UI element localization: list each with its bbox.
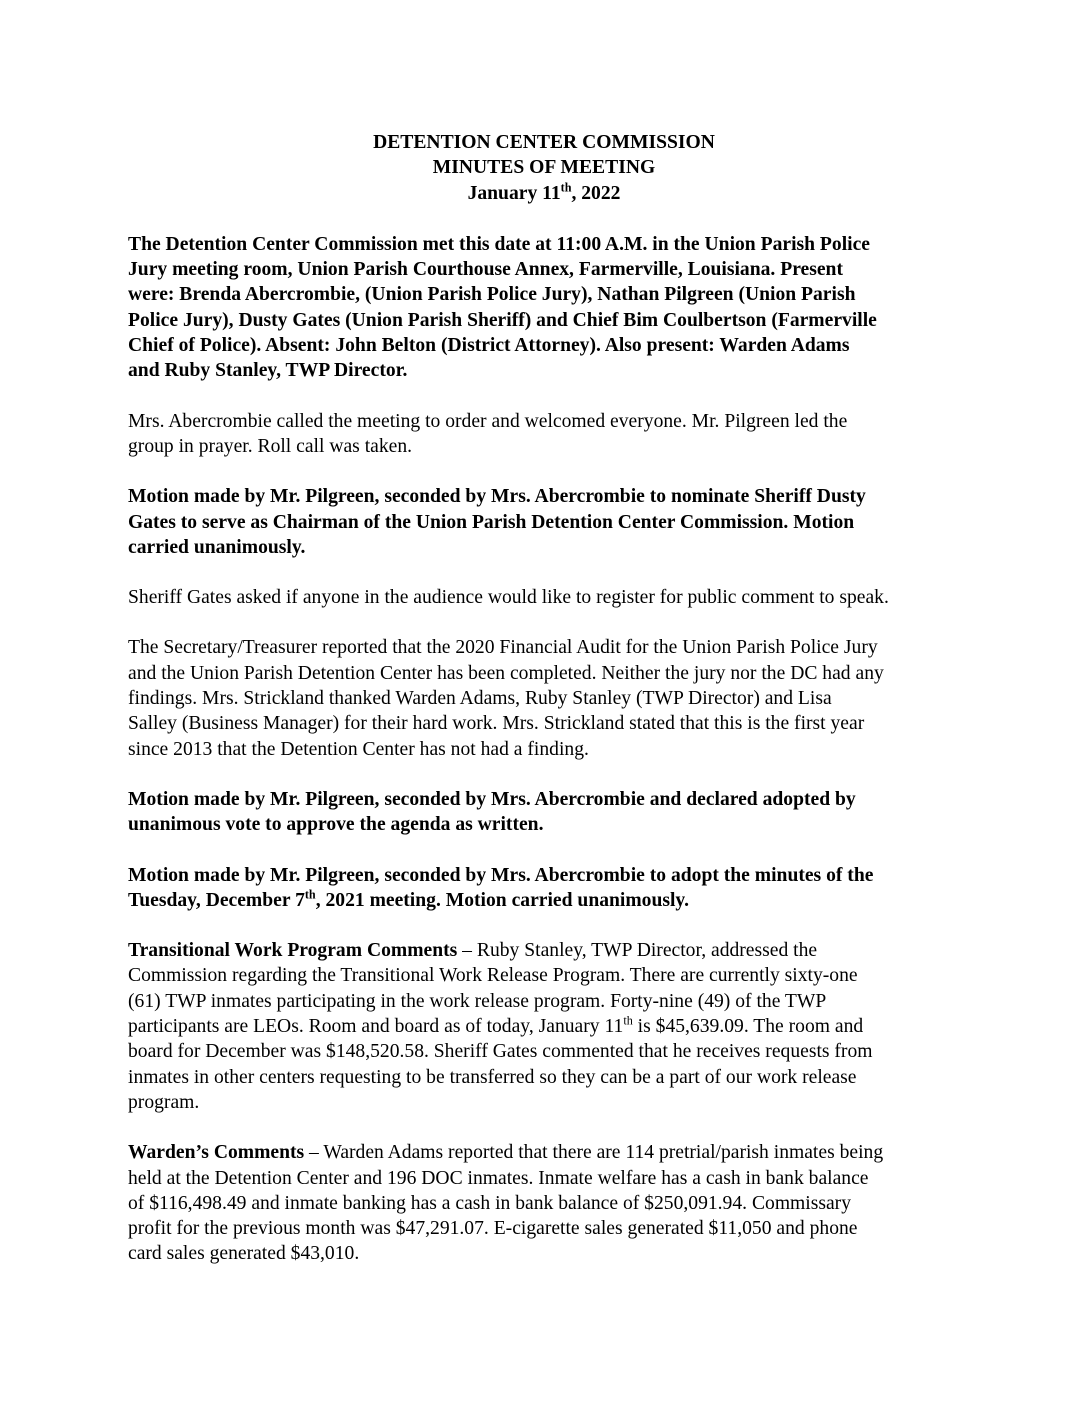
attendance-line: The Detention Center Commission met this date at 11:00 A.M. in the Union Parish Police (128, 233, 870, 255)
header-meeting-date: January 11th, 2022 (467, 180, 621, 204)
twp-comments-line: participants are LEOs. Room and board as of today, January 11th is $45,639.09. The room and (128, 1013, 864, 1038)
audit-report-paragraph (128, 635, 960, 761)
minutes-page (128, 130, 960, 1292)
warden-comments-paragraph (128, 1140, 960, 1266)
attendance-line: were: Brenda Abercrombie, (Union Parish Police Jury), Nathan Pilgreen (Union Parish (128, 284, 856, 306)
attendance-line: Police Jury), Dusty Gates (Union Parish Sheriff) and Chief Bim Coulbertson (Farmerville (128, 309, 877, 331)
attendance-line: Jury meeting room, Union Parish Courthouse Annex, Farmerville, Louisiana. Present (128, 259, 843, 281)
audit-report-line: Salley (Business Manager) for their hard work. Mrs. Strickland stated that this is the first year (128, 713, 865, 735)
attendance-paragraph (128, 232, 960, 384)
motion-minutes-line: Tuesday, December 7th, 2021 meeting. Motion carried unanimously. (128, 887, 690, 911)
motion-minutes-line: Motion made by Mr. Pilgreen, seconded by Mrs. Abercrombie to adopt the minutes of the (128, 864, 874, 886)
twp-comments-line: board for December was $148,520.58. Sheriff Gates commented that he receives requests from (128, 1041, 873, 1063)
motion-chairman-line: Motion made by Mr. Pilgreen, seconded by Mrs. Abercrombie to nominate Sheriff Dusty (128, 486, 866, 508)
audit-report-line: findings. Mrs. Strickland thanked Warden Adams, Ruby Stanley (TWP Director) and Lisa (128, 688, 832, 710)
header-document-type: MINUTES OF MEETING (432, 157, 656, 179)
motion-agenda-line: Motion made by Mr. Pilgreen, seconded by Mrs. Abercrombie and declared adopted by (128, 788, 856, 810)
call-to-order-line: group in prayer. Roll call was taken. (128, 435, 413, 457)
document-header (128, 130, 960, 206)
warden-comments-line: Warden’s Comments – Warden Adams reported that there are 114 pretrial/parish inmates being (128, 1142, 884, 1164)
twp-comments-line: (61) TWP inmates participating in the work release program. Forty-nine (49) of the TWP (128, 990, 827, 1012)
motion-chairman-paragraph (128, 484, 960, 560)
twp-comments-paragraph (128, 938, 960, 1115)
public-comment-paragraph (128, 585, 960, 610)
warden-comments-line: of $116,498.49 and inmate banking has a cash in bank balance of $250,091.94. Commissary (128, 1192, 852, 1214)
warden-comments-line: profit for the previous month was $47,291.07. E-cigarette sales generated $11,050 and phone (128, 1218, 858, 1240)
attendance-line: and Ruby Stanley, TWP Director. (128, 360, 408, 382)
motion-agenda-paragraph (128, 787, 960, 838)
motion-chairman-line: Gates to serve as Chairman of the Union Parish Detention Center Commission. Motion (128, 511, 855, 533)
motion-chairman-line: carried unanimously. (128, 536, 306, 558)
warden-comments-line: held at the Detention Center and 196 DOC inmates. Inmate welfare has a cash in bank balance (128, 1167, 869, 1189)
twp-comments-line: Transitional Work Program Comments – Ruby Stanley, TWP Director, addressed the (128, 940, 818, 962)
twp-comments-heading: Transitional Work Program Comments (128, 940, 458, 962)
audit-report-line: since 2013 that the Detention Center has not had a finding. (128, 738, 589, 760)
twp-comments-line: inmates in other centers requesting to be transferred so they can be a part of our work release (128, 1066, 857, 1088)
motion-minutes-paragraph (128, 863, 960, 914)
attendance-line: Chief of Police). Absent: John Belton (District Attorney). Also present: Warden Adams (128, 335, 850, 357)
audit-report-line: The Secretary/Treasurer reported that the 2020 Financial Audit for the Union Parish Police Jury (128, 637, 878, 659)
motion-agenda-line: unanimous vote to approve the agenda as written. (128, 814, 544, 836)
audit-report-line: and the Union Parish Detention Center has been completed. Neither the jury nor the DC had any (128, 662, 884, 684)
twp-comments-line: Commission regarding the Transitional Work Release Program. There are currently sixty-one (128, 965, 858, 987)
call-to-order-paragraph (128, 409, 960, 460)
twp-comments-line: program. (128, 1091, 200, 1113)
public-comment-line: Sheriff Gates asked if anyone in the audience would like to register for public comment to speak. (128, 587, 889, 609)
warden-comments-line: card sales generated $43,010. (128, 1243, 360, 1265)
call-to-order-line: Mrs. Abercrombie called the meeting to order and welcomed everyone. Mr. Pilgreen led the (128, 410, 848, 432)
warden-comments-heading: Warden’s Comments (128, 1142, 305, 1164)
header-commission-name: DETENTION CENTER COMMISSION (373, 132, 715, 153)
